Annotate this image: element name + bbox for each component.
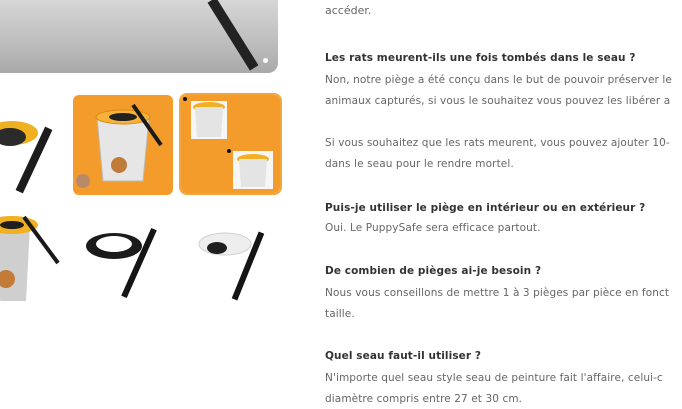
faq-answer-1-line-1: Non, notre piège a été conçu dans le but de pouvoir préserver le: [325, 74, 672, 86]
faq-question-4: Quel seau faut-il utiliser ?: [325, 350, 482, 362]
gallery-thumb-6[interactable]: [193, 222, 273, 302]
gallery-thumb-1[interactable]: [0, 95, 60, 195]
gallery-thumb-4[interactable]: [0, 205, 70, 305]
faq-question-1: Les rats meurent-ils une fois tombés dans le seau ?: [325, 52, 636, 64]
faq-answer-3-line-2: taille.: [325, 308, 355, 320]
nav-item-order-tracking[interactable]: [366, 0, 455, 5]
faq-question-2: Puis-je utiliser le piège en intérieur ou en extérieur ?: [325, 202, 646, 214]
nav-item-reviews[interactable]: [469, 0, 519, 5]
previous-answer-tail: accéder.: [325, 4, 372, 17]
carousel-dot[interactable]: [263, 58, 268, 63]
gallery-thumb-3-selected[interactable]: [181, 95, 280, 193]
faq-answer-4-line-1: N'importe quel seau style seau de peinture fait l'affaire, celui-c: [325, 372, 663, 384]
faq-answer-2-line-1: Oui. Le PuppySafe sera efficace partout.: [325, 222, 541, 234]
gallery-thumb-2[interactable]: [73, 95, 173, 195]
trap-ramp-image: [208, 0, 259, 71]
faq-question-3: De combien de pièges ai-je besoin ?: [325, 265, 542, 277]
main-product-image[interactable]: [0, 0, 278, 73]
faq-answer-4-line-2: diamètre compris entre 27 et 30 cm.: [325, 393, 523, 405]
faq-answer-1-extra-line-2: dans le seau pour le rendre mortel.: [325, 158, 514, 170]
faq-answer-3-line-1: Nous vous conseillons de mettre 1 à 3 pièges par pièce en fonct: [325, 287, 670, 299]
gallery-thumb-5[interactable]: [80, 220, 170, 300]
faq-answer-1-line-2: animaux capturés, si vous le souhaitez vous pouvez les libérer a: [325, 95, 671, 107]
faq-answer-1-extra-line-1: Si vous souhaitez que les rats meurent, vous pouvez ajouter 10-: [325, 137, 670, 149]
